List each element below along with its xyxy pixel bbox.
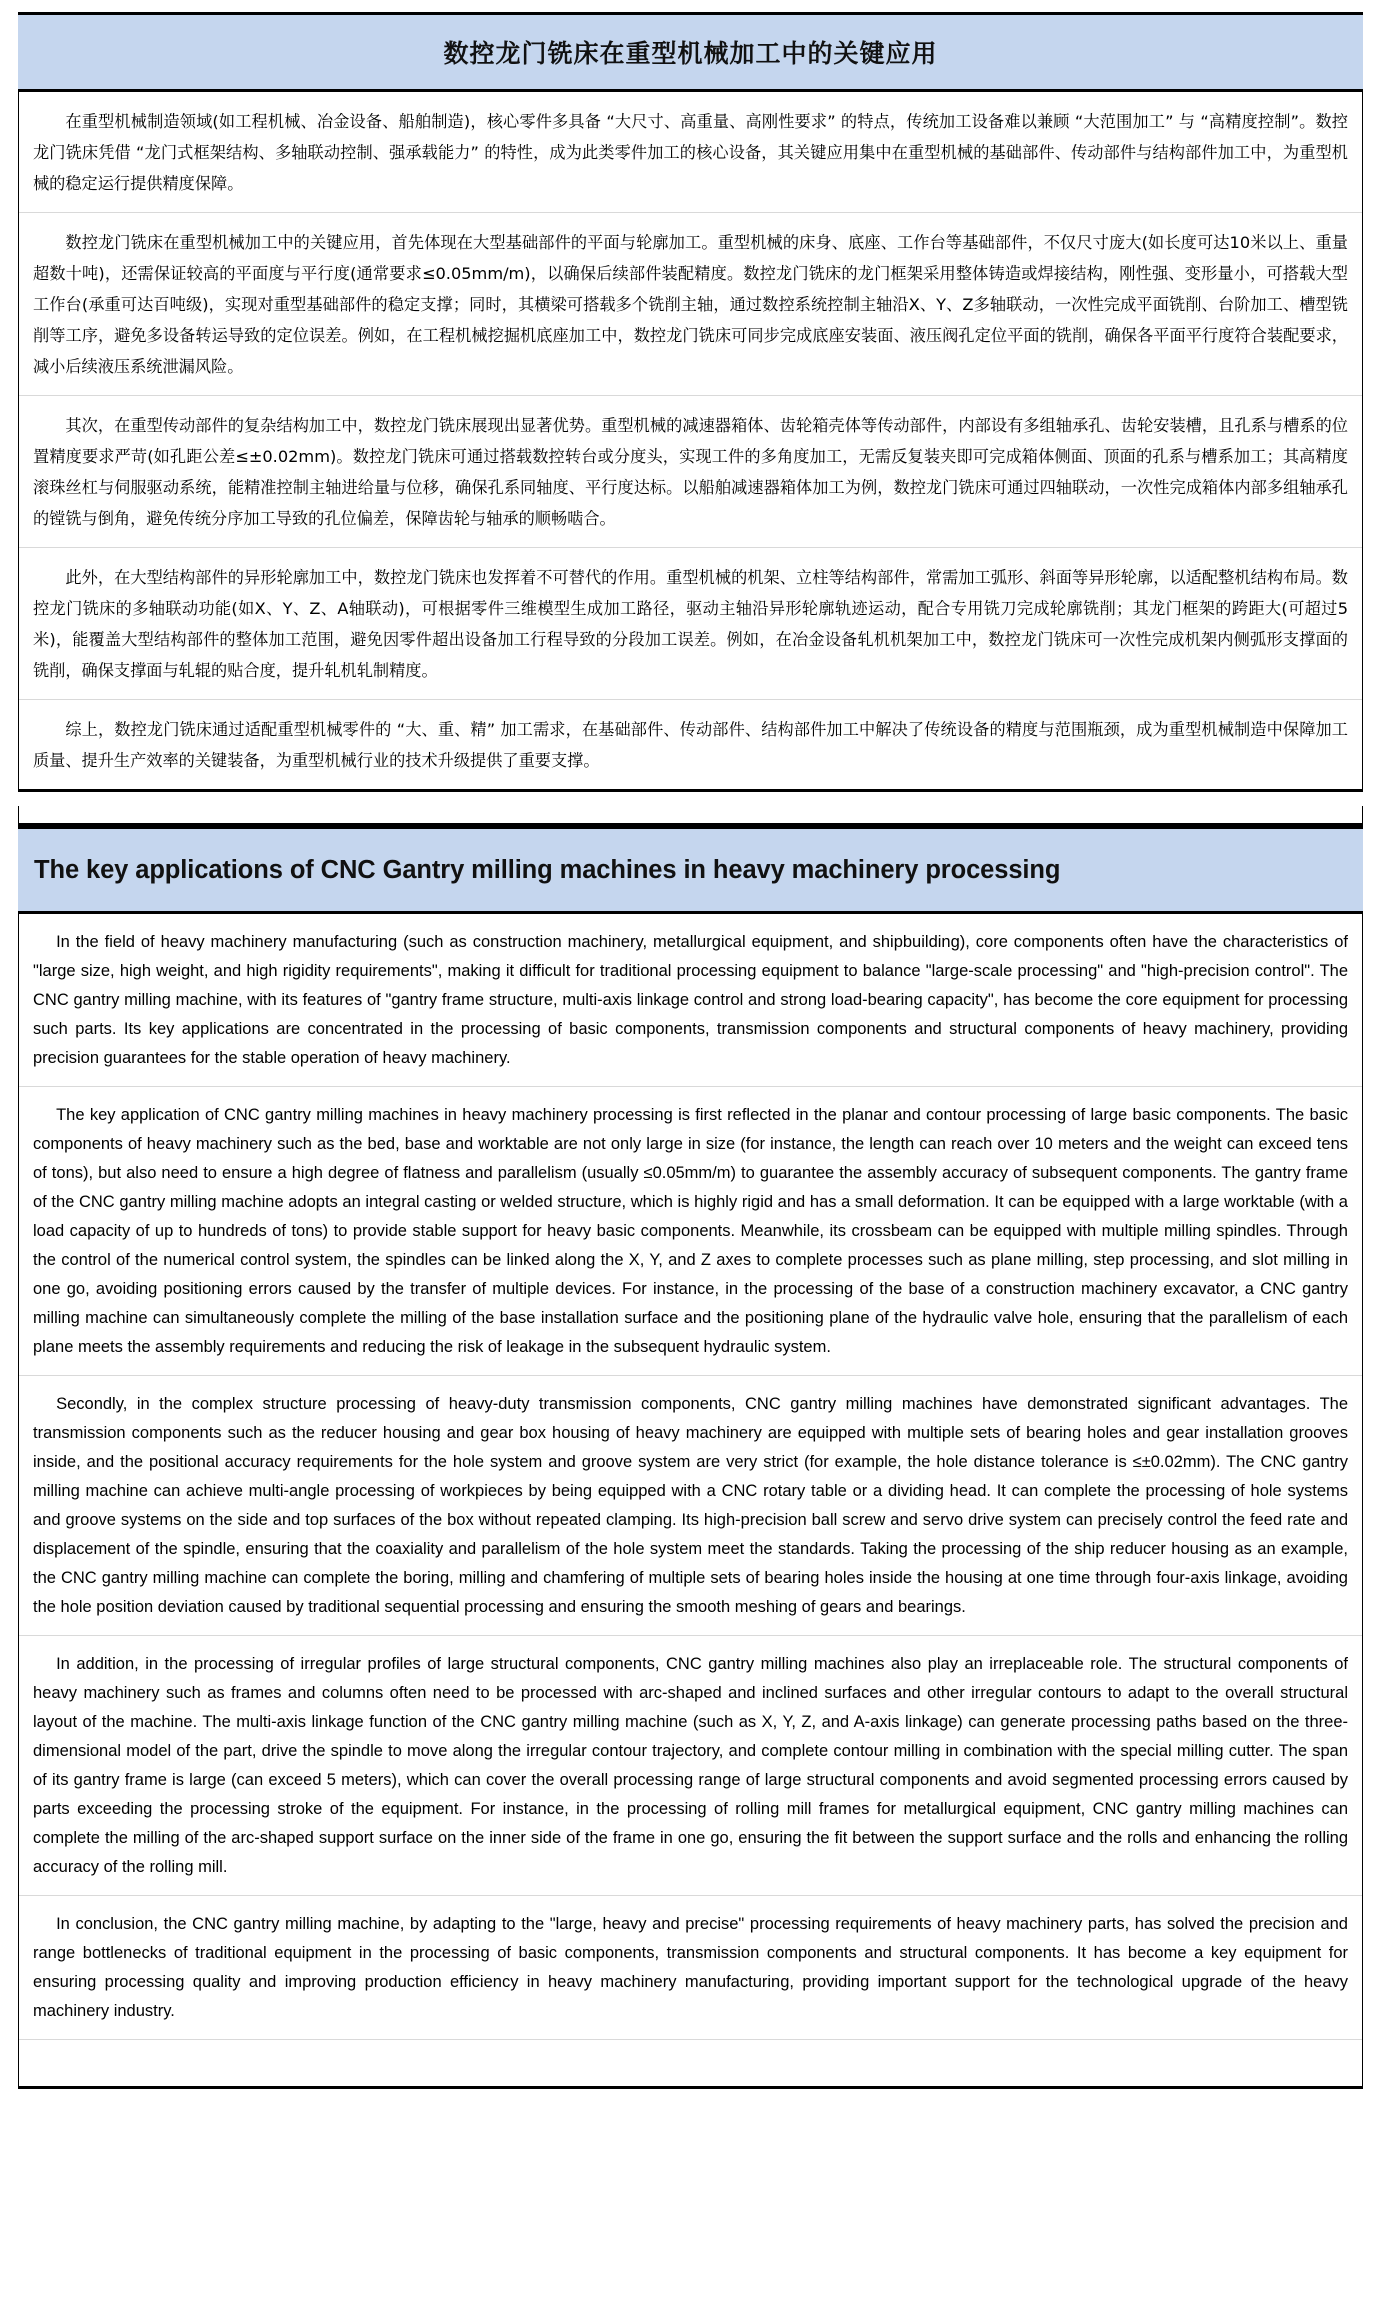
chinese-article-title: 数控龙门铣床在重型机械加工中的关键应用 (443, 40, 938, 68)
chinese-title-bar (18, 12, 1363, 92)
english-paragraph-2: The key application of CNC gantry milling machines in heavy machinery processing is first reflected in the planar and contour processing of large basic components. The basic components of heavy machinery such as the bed, base and worktable are not only large in size (for instance, the length can reach over 10 meters and the weight can exceed tens of tons), but also need to ensure a high degree of flatness and parallelism (usually ≤0.05mm/m) to guarantee the assembly accuracy of subsequent components. The gantry frame of the CNC gantry milling machine adopts an integral casting or welded structure, which is highly rigid and has a small deformation. It can be equipped with a large worktable (with a load capacity of up to hundreds of tons) to provide stable support for heavy basic components. Meanwhile, its crossbeam can be equipped with multiple milling spindles. Through the control of the numerical control system, the spindles can be linked along the X, Y, and Z axes to complete processes such as plane milling, step processing, and slot milling in one go, avoiding positioning errors caused by the transfer of multiple devices. For instance, in the processing of the base of a construction machinery excavator, a CNC gantry milling machine can simultaneously complete the milling of the base installation surface and the positioning plane of the hydraulic valve hole, ensuring that the parallelism of each plane meets the assembly requirements and reducing the risk of leakage in the subsequent hydraulic system. (19, 1087, 1362, 1376)
english-title-bar (18, 826, 1363, 914)
english-article-title: The key applications of CNC Gantry milling machines in heavy machinery processing (34, 855, 1061, 884)
chinese-paragraph-5: 综上，数控龙门铣床通过适配重型机械零件的 “大、重、精” 加工需求，在基础部件、传动部件、结构部件加工中解决了传统设备的精度与范围瓶颈，成为重型机械制造中保障加工质量、提升生产效率的关键装备，为重型机械行业的技术升级提供了重要支撑。 (33, 720, 1348, 770)
section-gap (18, 792, 1363, 806)
english-body (18, 914, 1363, 2089)
chinese-paragraph-1: 在重型机械制造领域(如工程机械、冶金设备、船舶制造)，核心零件多具备 “大尺寸、高重量、高刚性要求” 的特点，传统加工设备难以兼顾 “大范围加工” 与 “高精度控制”。数控龙门铣床凭借 “龙门式框架结构、多轴联动控制、强承载能力” 的特性，成为此类零件加工的核心设备，其关键应用集中在重型机械的基础部件、传动部件与结构部件加工中，为重型机械的稳定运行提供精度保障。 (19, 92, 1362, 213)
english-paragraph-3: Secondly, in the complex structure processing of heavy-duty transmission components, CNC gantry milling machines have demonstrated significant advantages. The transmission components such as the reducer housing and gear box housing of heavy machinery are equipped with multiple sets of bearing holes and gear installation grooves inside, and the positional accuracy requirements for the hole system and groove system are very strict (for example, the hole distance tolerance is ≤±0.02mm). The CNC gantry milling machine can achieve multi-angle processing of workpieces by being equipped with a CNC rotary table or a dividing head. It can complete the processing of hole systems and groove systems on the side and top surfaces of the box without repeated clamping. Its high-precision ball screw and servo drive system can precisely control the feed rate and displacement of the spindle, ensuring that the coaxiality and parallelism of the hole system meet the standards. Taking the processing of the ship reducer housing as an example, the CNC gantry milling machine can complete the boring, milling and chamfering of multiple sets of bearing holes inside the housing at one time through four-axis linkage, avoiding the hole position deviation caused by traditional sequential processing and ensuring the smooth meshing of gears and bearings. (19, 1376, 1362, 1636)
chinese-paragraph-4: 此外，在大型结构部件的异形轮廓加工中，数控龙门铣床也发挥着不可替代的作用。重型机械的机架、立柱等结构部件，常需加工弧形、斜面等异形轮廓，以适配整机结构布局。数控龙门铣床的多轴联动功能(如X、Y、Z、A轴联动)，可根据零件三维模型生成加工路径，驱动主轴沿异形轮廓轨迹运动，配合专用铣刀完成轮廓铣削；其龙门框架的跨距大(可超过5米)，能覆盖大型结构部件的整体加工范围，避免因零件超出设备加工行程导致的分段加工误差。例如，在冶金设备轧机机架加工中，数控龙门铣床可一次性完成机架内侧弧形支撑面的铣削，确保支撑面与轧辊的贴合度，提升轧机轧制精度。 (19, 548, 1362, 700)
english-bottom-padding (19, 2040, 1362, 2086)
english-paragraph-1: In the field of heavy machinery manufacturing (such as construction machinery, metallurgical equipment, and shipbuilding), core components often have the characteristics of "large size, high weight, and high rigidity requirements", making it difficult for traditional processing equipment to balance "large-scale processing" and "high-precision control". The CNC gantry milling machine, with its features of "gantry frame structure, multi-axis linkage control and strong load-bearing capacity", has become the core equipment for processing such parts. Its key applications are concentrated in the processing of basic components, transmission components and structural components of heavy machinery, providing precision guarantees for the stable operation of heavy machinery. (19, 914, 1362, 1087)
english-article (18, 806, 1363, 2089)
chinese-paragraph-3: 其次，在重型传动部件的复杂结构加工中，数控龙门铣床展现出显著优势。重型机械的减速器箱体、齿轮箱壳体等传动部件，内部设有多组轴承孔、齿轮安装槽，且孔系与槽系的位置精度要求严苛(如孔距公差≤±0.02mm)。数控龙门铣床可通过搭载数控转台或分度头，实现工件的多角度加工，无需反复装夹即可完成箱体侧面、顶面的孔系与槽系加工；其高精度滚珠丝杠与伺服驱动系统，能精准控制主轴进给量与位移，确保孔系同轴度、平行度达标。以船舶减速器箱体加工为例，数控龙门铣床可通过四轴联动，一次性完成箱体内部多组轴承孔的镗铣与倒角，避免传统分序加工导致的孔位偏差，保障齿轮与轴承的顺畅啮合。 (19, 396, 1362, 548)
english-paragraph-5: In conclusion, the CNC gantry milling machine, by adapting to the "large, heavy and precise" processing requirements of heavy machinery parts, has solved the precision and range bottlenecks of traditional equipment in the processing of basic components, transmission components and structural components. It has become a key equipment for ensuring processing quality and improving production efficiency in heavy machinery manufacturing, providing important support for the technological upgrade of the heavy machinery industry. (19, 1896, 1362, 2040)
chinese-body (18, 92, 1363, 792)
chinese-paragraph-2: 数控龙门铣床在重型机械加工中的关键应用，首先体现在大型基础部件的平面与轮廓加工。重型机械的床身、底座、工作台等基础部件，不仅尺寸庞大(如长度可达10米以上、重量超数十吨)，还需保证较高的平面度与平行度(通常要求≤0.05mm/m)，以确保后续部件装配精度。数控龙门铣床的龙门框架采用整体铸造或焊接结构，刚性强、变形量小，可搭载大型工作台(承重可达百吨级)，实现对重型基础部件的稳定支撑；同时，其横梁可搭载多个铣削主轴，通过数控系统控制主轴沿X、Y、Z多轴联动，一次性完成平面铣削、台阶加工、槽型铣削等工序，避免多设备转运导致的定位误差。例如，在工程机械挖掘机底座加工中，数控龙门铣床可同步完成底座安装面、液压阀孔定位平面的铣削，确保各平面平行度符合装配要求，减小后续液压系统泄漏风险。 (19, 213, 1362, 396)
english-top-spacer-row (18, 806, 1363, 826)
english-paragraph-4: In addition, in the processing of irregular profiles of large structural components, CNC gantry milling machines also play an irreplaceable role. The structural components of heavy machinery such as frames and columns often need to be processed with arc-shaped and inclined surfaces and other irregular contours to adapt to the overall structural layout of the machine. The multi-axis linkage function of the CNC gantry milling machine (such as X, Y, Z, and A-axis linkage) can generate processing paths based on the three-dimensional model of the part, drive the spindle to move along the irregular contour trajectory, and complete contour milling in combination with the special milling cutter. The span of its gantry frame is large (can exceed 5 meters), which can cover the overall processing range of large structural components and avoid segmented processing errors caused by parts exceeding the processing stroke of the equipment. For instance, in the processing of rolling mill frames for metallurgical equipment, CNC gantry milling machines can complete the milling of the arc-shaped support surface on the inner side of the frame in one go, ensuring the fit between the support surface and the rolls and enhancing the rolling accuracy of the rolling mill. (19, 1636, 1362, 1896)
chinese-article (18, 12, 1363, 792)
